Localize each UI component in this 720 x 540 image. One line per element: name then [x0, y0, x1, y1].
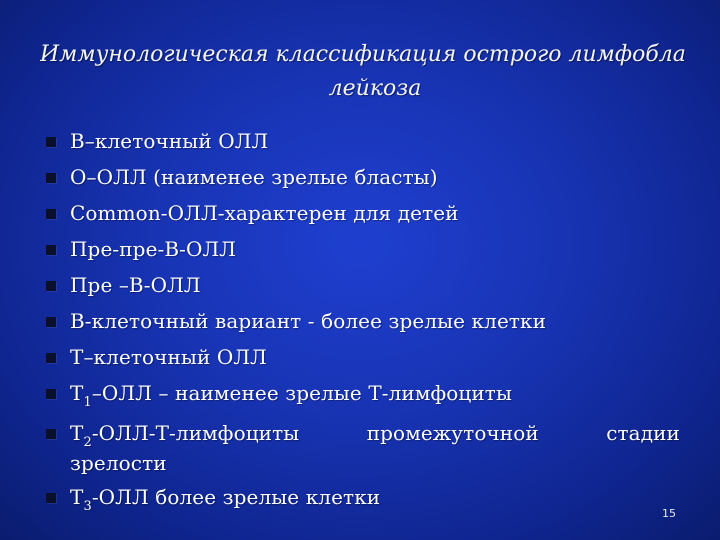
- square-bullet-icon: [46, 317, 56, 327]
- list-item-subscript: 3: [83, 499, 92, 514]
- list-item-subscript: 1: [83, 395, 92, 410]
- list-item: [40, 164, 680, 190]
- list-item-text: Common-ОЛЛ-характерен для детей: [70, 201, 459, 225]
- slide-title: [40, 38, 720, 106]
- list-item-text: -ОЛЛ более зрелые клетки: [91, 485, 381, 509]
- list-item-word: промежуточной: [366, 421, 539, 445]
- list-item-text: О–ОЛЛ (наименее зрелые бласты): [70, 165, 438, 189]
- list-item-subscript: 2: [83, 435, 92, 450]
- square-bullet-icon: [46, 281, 56, 291]
- slide-title-line-2: лейкоза: [328, 76, 422, 101]
- list-item: [40, 272, 680, 298]
- square-bullet-icon: [46, 493, 56, 503]
- slide-number: 15: [662, 507, 676, 520]
- bullet-list: [40, 128, 680, 524]
- list-item-text: Пре-пре-В-ОЛЛ: [70, 237, 237, 261]
- list-item: [40, 128, 680, 154]
- square-bullet-icon: [46, 353, 56, 363]
- list-item-text: Т–клеточный ОЛЛ: [70, 345, 267, 369]
- square-bullet-icon: [46, 173, 56, 183]
- list-item: [40, 420, 680, 476]
- list-item-text: В–клеточный ОЛЛ: [70, 129, 269, 153]
- list-item-prefix: Т: [70, 381, 84, 405]
- list-item: [40, 484, 680, 514]
- list-item-text: Пре –В-ОЛЛ: [70, 273, 201, 297]
- square-bullet-icon: [46, 245, 56, 255]
- square-bullet-icon: [46, 209, 56, 219]
- list-item-word: стадии: [606, 421, 680, 445]
- slide-title-line-1: Иммунологическая классификация острого лимфобла: [40, 42, 686, 67]
- square-bullet-icon: [46, 137, 56, 147]
- list-item-word: -ОЛЛ-Т-лимфоциты: [91, 421, 300, 445]
- list-item-text: –ОЛЛ – наименее зрелые Т-лимфоциты: [91, 381, 512, 405]
- list-item: [40, 308, 680, 334]
- list-item: [40, 344, 680, 370]
- list-item: [40, 200, 680, 226]
- list-item-word-group: [70, 420, 299, 450]
- list-item-prefix: Т: [70, 485, 84, 509]
- list-item: [40, 380, 680, 410]
- list-item-prefix: Т: [70, 421, 84, 445]
- list-item-continuation: зрелости: [70, 451, 167, 475]
- square-bullet-icon: [46, 429, 56, 439]
- list-item-text: В-клеточный вариант - более зрелые клетки: [70, 309, 547, 333]
- list-item-first-line: [70, 420, 680, 450]
- list-item: [40, 236, 680, 262]
- square-bullet-icon: [46, 389, 56, 399]
